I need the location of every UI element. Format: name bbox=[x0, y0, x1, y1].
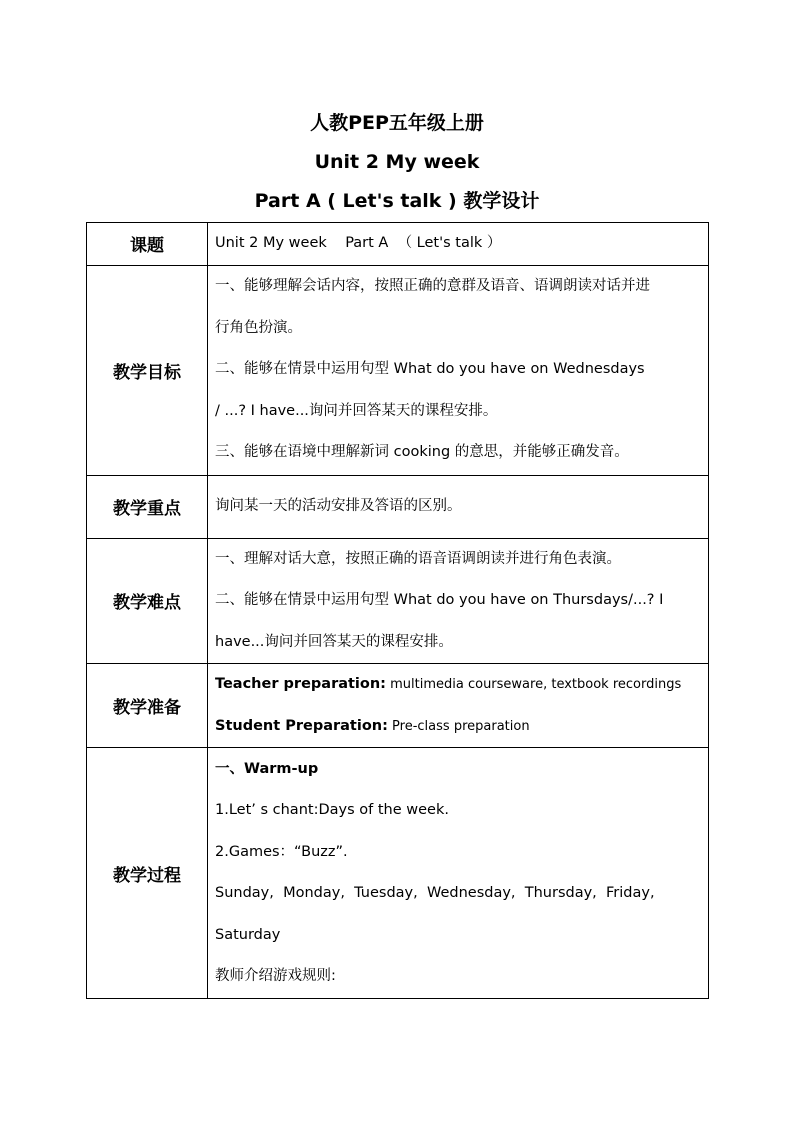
objective-line: 三、能够在语境中理解新词 cooking 的意思，并能够正确发音。 bbox=[215, 444, 629, 461]
objective-line: / ...? I have...询问并回答某天的课程安排。 bbox=[215, 402, 498, 419]
label-topic: 课题 bbox=[87, 223, 208, 266]
lesson-title: Part A ( Let's talk ) 教学设计 bbox=[254, 190, 540, 212]
value-preparation bbox=[208, 664, 709, 748]
process-line: 教师介绍游戏规则: bbox=[215, 968, 336, 984]
student-preparation bbox=[215, 706, 701, 748]
label-objectives: 教学目标 bbox=[87, 265, 208, 475]
student-preparation-label: Student Preparation: bbox=[215, 717, 388, 734]
label-key-points: 教学重点 bbox=[87, 475, 208, 538]
value-difficulties bbox=[208, 538, 709, 664]
teacher-preparation bbox=[215, 664, 701, 706]
row-key-points bbox=[87, 475, 709, 538]
row-process bbox=[87, 748, 709, 999]
row-difficulties bbox=[87, 538, 709, 664]
row-topic bbox=[87, 223, 709, 266]
teacher-preparation-label: Teacher preparation: bbox=[215, 676, 386, 692]
label-preparation: 教学准备 bbox=[87, 664, 208, 748]
document-title: 人教PEP五年级上册 bbox=[310, 112, 484, 134]
difficulty-line: 二、能够在情景中运用句型 What do you have on Thursdays/...? I bbox=[215, 592, 664, 608]
value-key-points bbox=[208, 475, 709, 538]
row-objectives bbox=[87, 265, 709, 475]
objective-line: 行角色扮演。 bbox=[215, 319, 302, 336]
objective-line: 二、能够在情景中运用句型 What do you have on Wednesdays bbox=[215, 361, 645, 378]
key-points-text: 询问某一天的活动安排及答语的区别。 bbox=[215, 497, 462, 514]
process-line: 1.Let’ s chant:Days of the week. bbox=[215, 802, 449, 818]
objective-line: 一、能够理解会话内容，按照正确的意群及语音、语调朗读对话并进 bbox=[215, 278, 650, 295]
unit-title: Unit 2 My week bbox=[314, 151, 480, 173]
label-difficulties: 教学难点 bbox=[87, 538, 208, 664]
value-topic bbox=[208, 223, 709, 266]
value-process bbox=[208, 748, 709, 999]
topic-text: Unit 2 My week Part A （ Let's talk ） bbox=[215, 235, 502, 251]
difficulty-line: have...询问并回答某天的课程安排。 bbox=[215, 633, 453, 650]
label-process: 教学过程 bbox=[87, 748, 208, 999]
value-objectives bbox=[208, 265, 709, 475]
difficulty-line: 一、理解对话大意，按照正确的语音语调朗读并进行角色表演。 bbox=[215, 550, 621, 567]
process-line: 2.Games：“Buzz”. bbox=[215, 843, 348, 860]
teacher-preparation-value: multimedia courseware, textbook recordings bbox=[385, 677, 682, 692]
process-line: Sunday, Monday, Tuesday, Wednesday, Thursday, Friday, bbox=[215, 885, 655, 901]
row-preparation bbox=[87, 664, 709, 748]
lesson-plan-table bbox=[86, 222, 709, 999]
student-preparation-value: Pre-class preparation bbox=[387, 718, 530, 734]
document-title-block bbox=[0, 104, 794, 221]
process-line: Saturday bbox=[215, 926, 281, 943]
process-heading: 一、Warm-up bbox=[215, 760, 319, 777]
